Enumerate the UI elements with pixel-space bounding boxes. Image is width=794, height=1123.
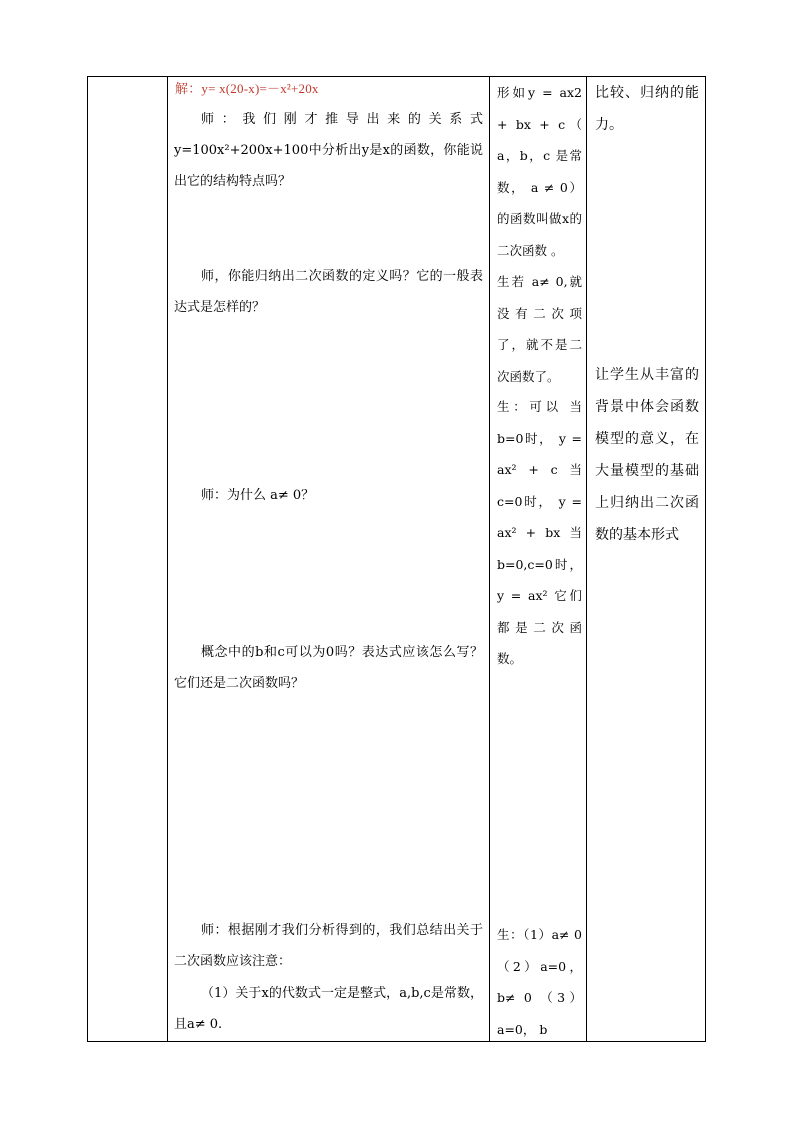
summary-intro: 师：根据刚才我们分析得到的，我们总结出关于二次函数应该注意：	[174, 923, 483, 969]
lesson-table	[87, 76, 706, 1042]
question-b-c-zero: 概念中的b和c可以为0吗？表达式应该怎么写？它们还是二次函数吗？	[174, 645, 483, 691]
student-summary-cases: 生：（1）a≠ 0 （2）a=0， b≠ 0 （3） a=0， b	[497, 927, 582, 1037]
table-column-design-intent	[587, 77, 705, 1041]
table-column-student-activity	[490, 77, 587, 1041]
quadratic-definition: 形如y = ax2 + bx + c（ a，b，c 是常数， a ≠ 0）的函数叫做x的二次函数 。	[497, 85, 582, 258]
table-column-teacher-activity	[168, 77, 490, 1041]
table-column-empty	[88, 77, 168, 1041]
student-answer-cases: 生：可以 当b=0时， y = ax² + c 当c=0时， y = ax² + bx 当b=0,c=0时，y = ax² 它们都是二次函数。	[497, 399, 582, 666]
question-why-a-nonzero: 师：为什么 a≠ 0？	[201, 488, 315, 503]
intent-ability: 比较、归纳的能力。	[595, 85, 699, 133]
student-reason: 生若 a≠ 0,就没有二次项了，就不是二次函数了。	[497, 274, 582, 384]
solution-line: 解：y= x(20-x)=－x²+20x	[175, 81, 319, 96]
intent-modeling: 让学生从丰富的背景中体会函数模型的意义，在大量模型的基础上归纳出二次函数的基本形式	[595, 367, 699, 543]
summary-point-1: （1）关于x的代数式一定是整式，a,b,c是常数，且a≠ 0.	[174, 986, 483, 1032]
question-definition: 师，你能归纳出二次函数的定义吗？它的一般表达式是怎样的？	[174, 269, 483, 315]
question-structure: 师：我们刚才推导出来的关系式y=100x²+200x+100中分析出y是x的函数，你能说出它的结构特点吗？	[174, 112, 483, 189]
